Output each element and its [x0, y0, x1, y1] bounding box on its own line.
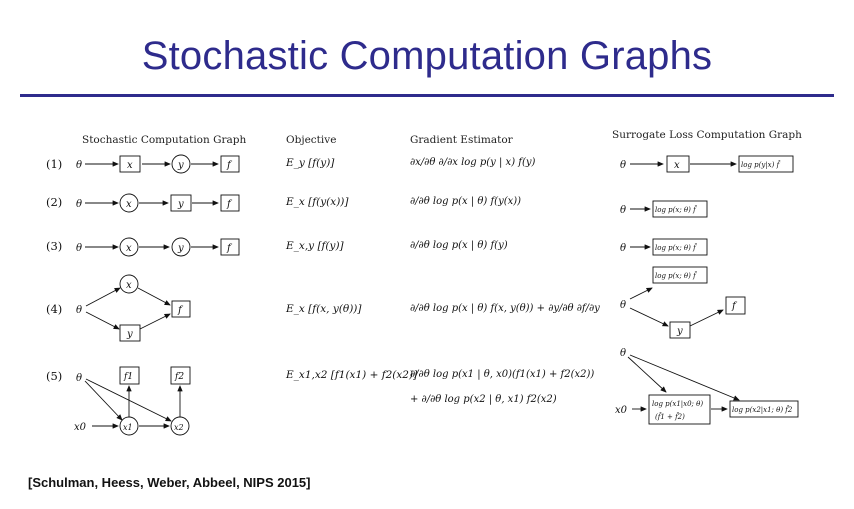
row2-label-x: x — [126, 199, 132, 210]
s5-label-theta: θ — [620, 348, 627, 359]
row1-label-x: x — [127, 160, 133, 171]
row1-label-theta: θ — [76, 160, 83, 171]
s2-label-log: log p(x; θ) f̂ — [655, 206, 696, 214]
s3-label-theta: θ — [620, 243, 627, 254]
s4-label-log: log p(x; θ) f̂ — [655, 272, 696, 280]
s4-label-y: y — [677, 326, 683, 337]
row4-label-theta: θ — [76, 305, 83, 316]
row-1-label: (1) — [46, 157, 63, 171]
row4-edge-theta-x — [86, 288, 120, 306]
row-1-objective: E_y [f(y)] — [286, 157, 335, 169]
s1-label-x: x — [674, 160, 680, 171]
citation: [Schulman, Heess, Weber, Abbeel, NIPS 2015] — [28, 475, 311, 490]
row2-label-theta: θ — [76, 199, 83, 210]
s3-label-log: log p(x; θ) f̂ — [655, 244, 696, 252]
row5-edge-theta-x2 — [86, 379, 171, 421]
s4-edge-theta-log — [630, 288, 652, 299]
row1-label-f: f — [227, 160, 231, 171]
s4-edge-theta-y — [630, 308, 668, 326]
row-3-gradient: ∂/∂θ log p(x | θ) f(y) — [410, 240, 508, 251]
row5-label-f1: f1 — [124, 372, 134, 382]
row4-edge-x-f — [138, 288, 170, 305]
row-3-label: (3) — [46, 239, 63, 253]
row-5-label: (5) — [46, 369, 63, 383]
row4-label-y: y — [127, 329, 133, 340]
s5-label-x0: x0 — [615, 405, 628, 416]
header-graph: Stochastic Computation Graph — [82, 134, 247, 146]
row-2-gradient: ∂/∂θ log p(x | θ) f(y(x)) — [410, 196, 522, 207]
row5-edge-theta-x1 — [85, 381, 122, 420]
row1-label-y: y — [178, 160, 184, 171]
row4-label-x: x — [126, 280, 132, 291]
row5-label-theta: θ — [76, 373, 83, 384]
s1-label-theta: θ — [620, 160, 627, 171]
s4-edge-y-f — [690, 310, 723, 326]
s4-label-f: f — [732, 301, 736, 312]
row2-label-f: f — [227, 199, 231, 210]
row3-label-theta: θ — [76, 243, 83, 254]
s5-edge-theta-log2 — [630, 355, 739, 400]
s5-label-log2: log p(x2|x1; θ) f̂2 — [732, 406, 793, 414]
row4-label-f: f — [178, 305, 182, 316]
row3-label-x: x — [126, 243, 132, 254]
row-3-objective: E_x,y [f(y)] — [286, 240, 344, 252]
row-5-objective: E_x1,x2 [f1(x1) + f2(x2)] — [286, 369, 418, 381]
row2-label-y: y — [178, 199, 184, 210]
row4-edge-y-f — [140, 314, 170, 329]
row-2-objective: E_x [f(y(x))] — [286, 196, 349, 208]
row5-label-x2: x2 — [174, 423, 184, 432]
s4-label-theta: θ — [620, 300, 627, 311]
row3-label-y: y — [178, 243, 184, 254]
s5-label-log1-line2: (f̂1 + f̂2) — [655, 413, 685, 421]
row-4-label: (4) — [46, 302, 63, 316]
s5-label-log1-line1: log p(x1|x0; θ) — [652, 400, 704, 408]
row-4-gradient: ∂/∂θ log p(x | θ) f(x, y(θ)) + ∂y/∂θ ∂f/∂y — [410, 303, 600, 314]
row-1-gradient: ∂x/∂θ ∂/∂x log p(y | x) f(y) — [410, 157, 536, 168]
header-surrogate: Surrogate Loss Computation Graph — [612, 129, 802, 141]
row5-label-f2: f2 — [175, 372, 185, 382]
row-5-gradient-line1: ∂/∂θ log p(x1 | θ, x0)(f1(x1) + f2(x2)) — [410, 369, 595, 380]
s2-label-theta: θ — [620, 205, 627, 216]
row5-label-x0: x0 — [74, 422, 87, 433]
row-5-gradient-line2: + ∂/∂θ log p(x2 | θ, x1) f2(x2) — [410, 394, 557, 405]
row-2-label: (2) — [46, 195, 63, 209]
s1-label-log: log p(y|x) f̂ — [741, 161, 780, 169]
header-objective: Objective — [286, 134, 337, 146]
slide-title: Stochastic Computation Graphs — [141, 34, 713, 78]
header-gradient: Gradient Estimator — [410, 134, 513, 146]
row5-label-x1: x1 — [123, 423, 133, 432]
row3-label-f: f — [227, 243, 231, 254]
row4-edge-theta-y — [86, 312, 119, 329]
row-4-objective: E_x [f(x, y(θ))] — [286, 303, 362, 315]
